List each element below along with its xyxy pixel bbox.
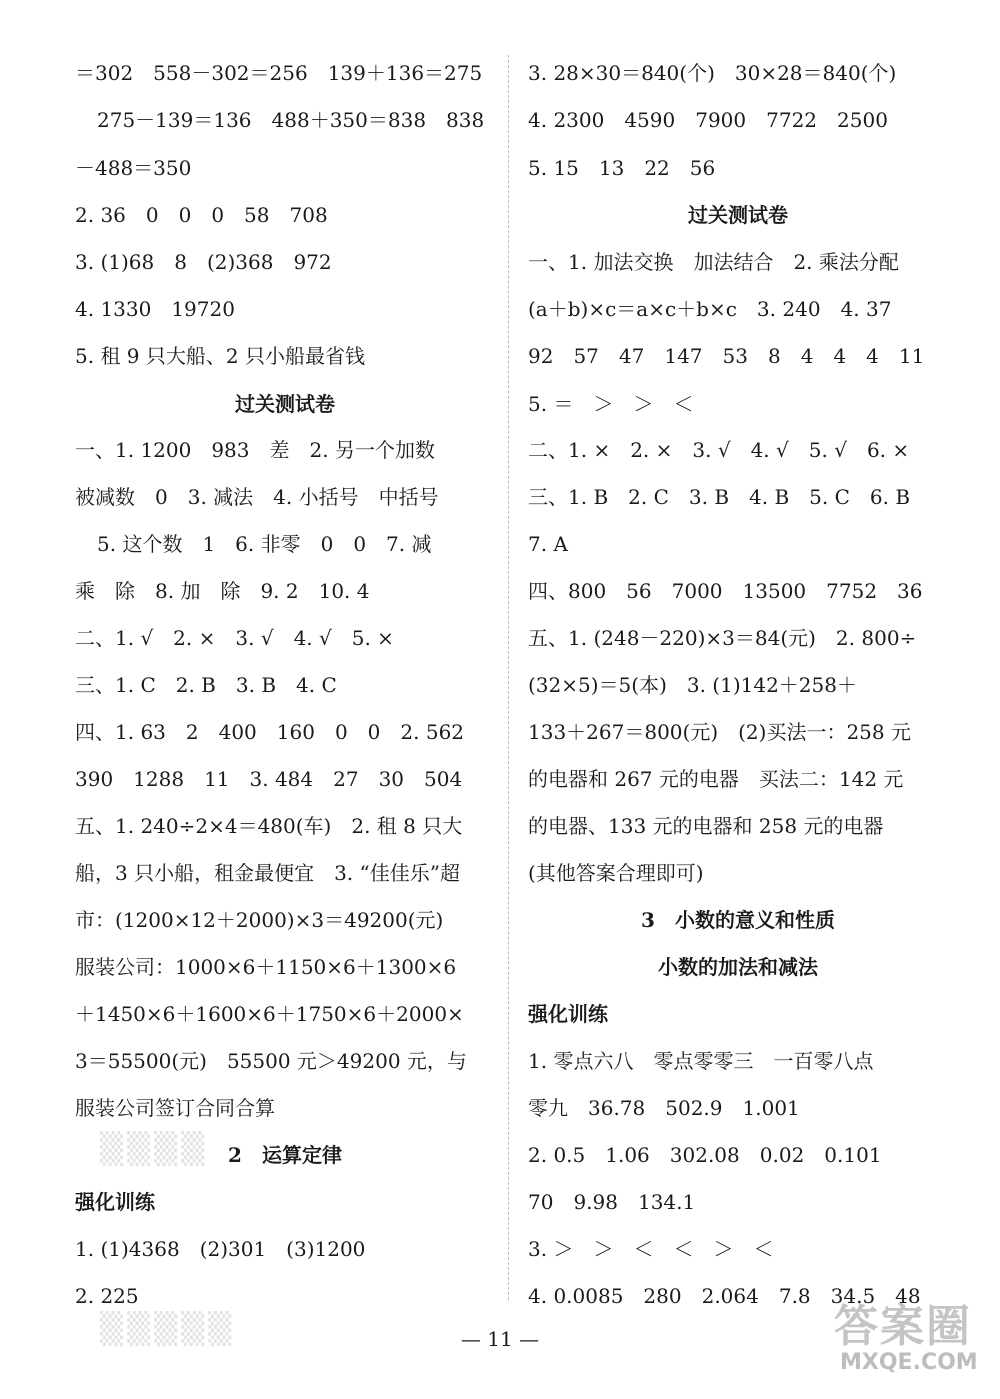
text-line: 2. 0.5 1.06 302.08 0.02 0.101: [528, 1143, 882, 1167]
text-line: 2. 225: [75, 1284, 139, 1308]
watermark-url: MXQE.COM: [840, 1350, 978, 1375]
text-line: 70 9.98 134.1: [528, 1190, 696, 1214]
subsection-heading: 强化训练: [75, 1190, 155, 1214]
subsection-heading: 强化训练: [528, 1002, 608, 1026]
text-line: 三、1. B 2. C 3. B 4. B 5. C 6. B: [528, 485, 911, 509]
watermark-main: 答案圈: [834, 1301, 972, 1352]
text-line: 1. (1)4368 (2)301 (3)1200: [75, 1237, 366, 1261]
text-line: 5. ＝ ＞ ＞ ＜: [528, 392, 694, 416]
text-line: 四、1. 63 2 400 160 0 0 2. 562: [75, 720, 465, 744]
text-line: 二、1. × 2. × 3. √ 4. √ 5. √ 6. ×: [528, 438, 910, 462]
text-line: 5. 15 13 22 56: [528, 156, 716, 180]
text-line: (32×5)＝5(本) 3. (1)142＋258＋: [528, 673, 857, 697]
chapter-heading: 3 小数的意义和性质: [641, 908, 835, 932]
text-line: 被减数 0 3. 减法 4. 小括号 中括号: [75, 485, 439, 509]
text-line: (a＋b)×c＝a×c＋b×c 3. 240 4. 37: [528, 297, 892, 321]
chapter-heading: 2 运算定律: [228, 1143, 342, 1167]
text-line: 乘 除 8. 加 除 9. 2 10. 4: [75, 579, 370, 603]
text-line: ＋1450×6＋1600×6＋1750×6＋2000×: [75, 1002, 464, 1026]
text-line: 二、1. √ 2. × 3. √ 4. √ 5. ×: [75, 626, 394, 650]
text-line: 一、1. 1200 983 差 2. 另一个加数: [75, 438, 435, 462]
text-line: －488＝350: [75, 156, 192, 180]
text-line: 4. 2300 4590 7900 7722 2500: [528, 108, 888, 132]
text-line: 4. 0.0085 280 2.064 7.8 34.5 48: [528, 1284, 921, 1308]
text-line: ＝302 558－302＝256 139＋136＝275: [75, 61, 483, 85]
text-line: 1. 零点六八 零点零零三 一百零八点: [528, 1049, 874, 1073]
text-line: 3. ＞ ＞ ＜ ＜ ＞ ＜: [528, 1237, 774, 1261]
text-line: 一、1. 加法交换 加法结合 2. 乘法分配: [528, 250, 899, 274]
text-line: 船，3 只小船，租金最便宜 3. “佳佳乐”超: [75, 861, 460, 885]
section-heading: 过关测试卷: [688, 203, 788, 227]
text-line: 五、1. (248－220)×3＝84(元) 2. 800÷: [528, 626, 917, 650]
text-line: 2. 36 0 0 0 58 708: [75, 203, 328, 227]
section-heading: 过关测试卷: [235, 392, 335, 416]
text-line: 服装公司签订合同合算: [75, 1096, 275, 1120]
text-line: 三、1. C 2. B 3. B 4. C: [75, 673, 337, 697]
text-line: 4. 1330 19720: [75, 297, 235, 321]
text-line: 服装公司：1000×6＋1150×6＋1300×6: [75, 955, 457, 979]
scan-smudge: ▒▒▒▒▒: [100, 1312, 236, 1347]
text-line: 3. 28×30＝840(个) 30×28＝840(个): [528, 61, 897, 85]
text-line: 的电器、133 元的电器和 258 元的电器: [528, 814, 884, 838]
text-line: 3＝55500(元) 55500 元＞49200 元，与: [75, 1049, 467, 1073]
text-line: 四、800 56 7000 13500 7752 36: [528, 579, 923, 603]
text-line: 5. 这个数 1 6. 非零 0 0 7. 减: [97, 532, 432, 556]
section-heading: 小数的加法和减法: [658, 955, 818, 979]
text-line: 390 1288 11 3. 484 27 30 504: [75, 767, 463, 791]
scan-smudge: ▒▒▒▒: [100, 1132, 209, 1167]
text-line: 5. 租 9 只大船、2 只小船最省钱: [75, 344, 365, 368]
text-line: 3. (1)68 8 (2)368 972: [75, 250, 332, 274]
text-line: 的电器和 267 元的电器 买法二：142 元: [528, 767, 904, 791]
text-line: 92 57 47 147 53 8 4 4 4 11: [528, 344, 925, 368]
text-line: (其他答案合理即可): [528, 861, 704, 885]
page-number: — 11 —: [460, 1327, 540, 1351]
text-line: 133＋267＝800(元) (2)买法一：258 元: [528, 720, 911, 744]
text-line: 275－139＝136 488＋350＝838 838: [97, 108, 485, 132]
text-line: 市：(1200×12＋2000)×3＝49200(元): [75, 908, 444, 932]
text-line: 7. A: [528, 532, 568, 556]
column-divider: [508, 55, 509, 1300]
text-line: 五、1. 240÷2×4＝480(车) 2. 租 8 只大: [75, 814, 463, 838]
text-line: 零九 36.78 502.9 1.001: [528, 1096, 800, 1120]
watermark-logo: [826, 1290, 976, 1385]
